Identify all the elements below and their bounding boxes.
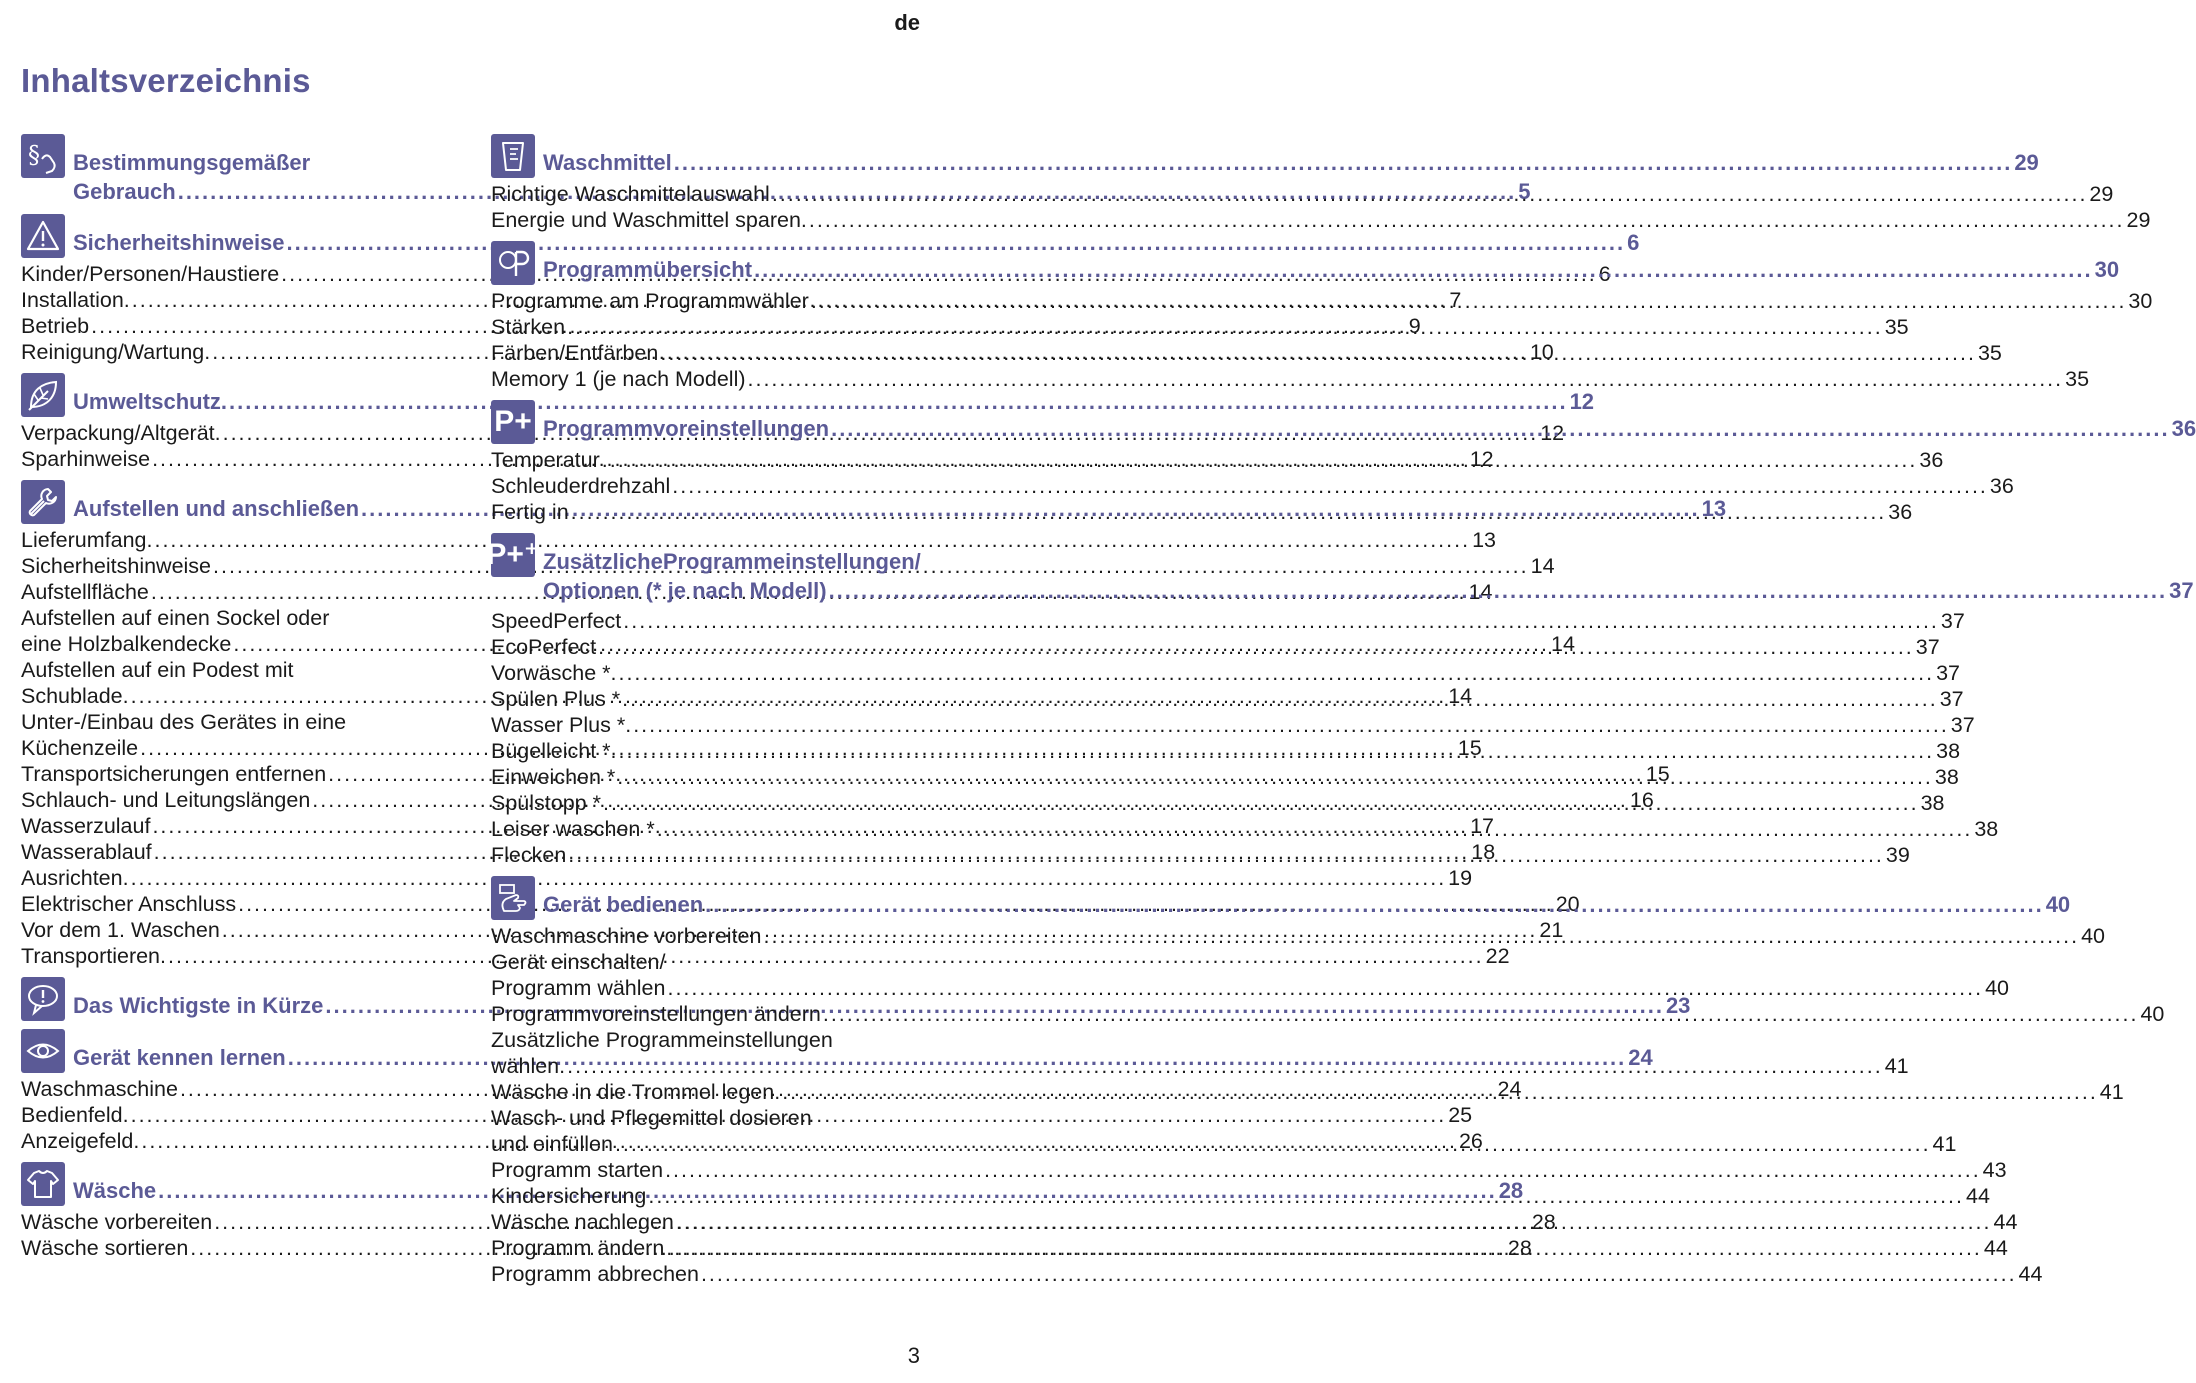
toc-entry-title: Betrieb	[21, 314, 90, 338]
toc-entry[interactable]	[491, 660, 1961, 686]
toc-entry-title: Schleuderdrehzahl	[491, 474, 671, 498]
toc-entry-title: und einfüllen	[491, 1132, 613, 1156]
toc-entry-page-number: 35	[2065, 367, 2090, 391]
section-heading-line	[543, 576, 2194, 605]
toc-entry-title: Leiser waschen *	[491, 817, 655, 841]
toc-entry-page-number: 14	[1530, 554, 1555, 578]
toc-entry-page-number: 6	[1598, 262, 1611, 286]
toc-entry[interactable]	[491, 473, 2014, 499]
toc-entry-title-part: Zusätzliche Programmeinstellungen	[491, 1028, 833, 1052]
toc-entry-leader-dots	[617, 764, 1933, 790]
toc-entry-page-number: 37	[1940, 609, 1965, 633]
program-dial-icon	[491, 241, 535, 285]
section-heading-line	[543, 148, 2039, 177]
section-heading-leader-dots	[705, 890, 2044, 919]
section-heading-title: Sicherheitshinweise	[73, 230, 285, 255]
p-plus-icon	[491, 400, 535, 444]
section-heading-page-number: 23	[1665, 993, 1691, 1018]
section-heading-title-part: Zusätzliche	[543, 549, 663, 574]
toc-entry-page-number: 40	[2081, 924, 2105, 948]
speech-bubble-exclamation-icon	[21, 977, 65, 1021]
toc-entry-leader-dots	[665, 1157, 1981, 1183]
section-heading-title: Gerät kennen lernen	[73, 1045, 286, 1070]
toc-entry[interactable]	[21, 527, 1496, 553]
toc-entry-line	[491, 288, 2153, 314]
toc-entry-title: Programm abbrechen	[491, 1262, 699, 1286]
toc-entry-page-number: 15	[1645, 762, 1670, 786]
toc-entry-leader-dots	[823, 1001, 2139, 1027]
toc-entry-title: Programm wählen	[491, 976, 666, 1000]
toc-entry-title: Bedienfeld.	[21, 1103, 129, 1127]
warning-triangle-icon	[21, 214, 65, 258]
toc-entry-page-number: 44	[1965, 1184, 1990, 1208]
toc-entry-title: Schlauch- und Leitungslängen	[21, 788, 311, 812]
toc-entry-title: Wäsche sortieren	[21, 1236, 189, 1260]
toc-entry-title: Färben/Entfärben	[491, 341, 659, 365]
toc-entry-page-number: 28	[1507, 1236, 1532, 1260]
toc-entry-title: Kinder/Personen/Haustiere	[21, 262, 280, 286]
toc-entry-title-part: Gerät einschalten/	[491, 950, 666, 974]
toc-entry-title: Schublade.	[21, 684, 129, 708]
toc-entry-leader-dots	[618, 660, 1934, 686]
section-heading-text	[543, 876, 2070, 919]
toc-entry-page-number: 37	[1939, 687, 1964, 711]
toc-entry-title: Vorwäsche *.	[491, 661, 617, 685]
section-entries	[491, 181, 2151, 233]
toc-entry-leader-dots	[676, 1209, 1992, 1235]
section-heading-page-number: 29	[2014, 150, 2039, 175]
toc-entry-title: Energie und Waschmittel sparen.	[491, 208, 807, 232]
toc-entry-leader-dots	[603, 790, 1919, 816]
toc-entry-line	[491, 608, 1965, 634]
toc-entry-title: Wasserzulauf	[21, 814, 151, 838]
toc-entry-leader-dots	[622, 686, 1938, 712]
section-heading-title: Programmübersicht	[543, 257, 753, 282]
toc-entry-page-number: 19	[1448, 866, 1473, 890]
toc-entry[interactable]	[491, 366, 2090, 392]
toc-entry-title: Spülstopp *	[491, 791, 601, 815]
toc-entry-page-number: 22	[1485, 944, 1510, 968]
toc-entry-page-number: 35	[1884, 315, 1909, 339]
toc-entry-title: Wäsche vorbereiten	[21, 1210, 213, 1234]
toc-entry-leader-dots	[568, 842, 1884, 868]
toc-entry-page-number: 37	[1950, 713, 1975, 737]
toc-entry-title: Lieferumfang.	[21, 528, 153, 552]
toc-entry-title: Temperatur	[491, 448, 600, 472]
section-heading-title: Wäsche	[73, 1178, 157, 1203]
toc-entry-title-part: Unter-/Einbau des Gerätes in eine	[21, 710, 347, 734]
toc-entry-title-part: Wasch- und Pflegemittel dosieren	[491, 1106, 812, 1130]
toc-entry-page-number: 38	[1936, 739, 1961, 763]
toc-entry[interactable]	[491, 712, 1975, 738]
section-heading-leader-dots	[831, 414, 2170, 443]
toc-entry-page-number: 41	[1884, 1054, 1909, 1078]
icon-glyph: P+⁺	[486, 538, 540, 571]
section-heading-title: Gerät bedienen	[543, 892, 704, 917]
toc-entry-title: Reinigung/Wartung.	[21, 340, 211, 364]
toc-entry-title: Programm starten	[491, 1158, 664, 1182]
toc-entry-line	[491, 1261, 2043, 1287]
toc-entry-page-number: 41	[1932, 1132, 1957, 1156]
toc-entry-page-number: 24	[1497, 1077, 1522, 1101]
toc-entry-leader-dots	[748, 366, 2064, 392]
toc-entry-title: wählen.	[491, 1054, 566, 1078]
toc-entry-page-number: 14	[1468, 580, 1493, 604]
toc-entry-page-number: 15	[1457, 736, 1482, 760]
hand-operating-icon	[491, 876, 535, 920]
toc-entry-line	[491, 975, 2009, 1001]
toc-entry-page-number: 29	[2089, 182, 2114, 206]
toc-entry-page-number: 20	[1555, 892, 1580, 916]
toc-entry-leader-dots	[666, 1235, 1982, 1261]
toc-entry-leader-dots	[667, 975, 1983, 1001]
toc-entry-page-number: 44	[1983, 1236, 2008, 1260]
toc-entry-leader-dots	[811, 288, 2127, 314]
toc-entry-leader-dots	[602, 447, 1918, 473]
toc-entry-title: Einweichen *	[491, 765, 616, 789]
section-heading-page-number: 13	[1701, 496, 1727, 521]
toc-entry-title: SpeedPerfect	[491, 609, 622, 633]
toc-entry-title: Sparhinweise	[21, 447, 151, 471]
toc-entry-page-number: 38	[1934, 765, 1959, 789]
toc-entry-page-number: 38	[1974, 817, 1999, 841]
toc-entry-title-part: Aufstellen auf einen Sockel oder	[21, 606, 330, 630]
toc-entry[interactable]	[491, 1261, 2043, 1287]
toc-entry-line	[491, 366, 2090, 392]
toc-entry[interactable]	[491, 207, 2151, 233]
toc-entry-title: Richtige Waschmittelauswahl	[491, 182, 770, 206]
toc-entry-leader-dots	[619, 738, 1935, 764]
toc-entry-title: Installation.	[21, 288, 130, 312]
toc-entry-title: Vor dem 1. Waschen	[21, 918, 220, 942]
section-heading-page-number: 37	[2169, 578, 2194, 603]
toc-entry-page-number: 13	[1472, 528, 1496, 552]
section-heading-title: Das Wichtigste in Kürze	[73, 993, 324, 1018]
toc-entry-title: Memory 1 (je nach Modell)	[491, 367, 746, 391]
toc-entry-page-number: 12	[1469, 447, 1494, 471]
section-heading-title: Aufstellen und anschließen	[73, 496, 360, 521]
toc-entry-page-number: 7	[1449, 288, 1462, 312]
toc-entry-page-number: 44	[1993, 1210, 2018, 1234]
section-heading-title: Waschmittel	[543, 150, 672, 175]
toc-entry-page-number: 40	[1985, 976, 2009, 1000]
toc-entry-leader-dots	[648, 1183, 1964, 1209]
section-heading-page-number: 6	[1627, 230, 1640, 255]
toc-entry-leader-dots	[660, 340, 1976, 366]
toc-entry-page-number: 12	[1540, 421, 1565, 445]
toc-entry-page-number: 10	[1529, 340, 1554, 364]
toc-entry-title: Wäsche in die Trommel legen.	[491, 1080, 781, 1104]
toc-entry-page-number: 16	[1629, 788, 1654, 812]
toc-entry-title: Anzeigefeld.	[21, 1129, 140, 1153]
toc-entry-title: Waschmaschine vorbereiten	[491, 924, 762, 948]
toc-entry-page-number: 28	[1531, 1210, 1556, 1234]
toc-entry-title: Wäsche nachlegen	[491, 1210, 674, 1234]
eye-icon	[21, 1029, 65, 1073]
toc-entry-page-number: 26	[1458, 1129, 1483, 1153]
toc-entry-leader-dots	[615, 1131, 1931, 1157]
section-heading-page-number: 12	[1569, 389, 1595, 414]
toc-entry-title: Programm ändern	[491, 1236, 665, 1260]
wrench-icon	[21, 480, 65, 524]
section-heading-page-number: 30	[2094, 257, 2120, 282]
toc-entry-title: Programme am Programmwähler	[491, 289, 809, 313]
toc-section	[491, 134, 2151, 233]
toc-entry-page-number: 43	[1982, 1158, 2007, 1182]
toc-entry-leader-dots	[571, 499, 1887, 525]
toc-entry-line	[21, 865, 1473, 891]
toc-entry-leader-dots	[567, 1053, 1883, 1079]
toc-entry-title: Spülen Plus *	[491, 687, 621, 711]
toc-entry-page-number: 35	[1977, 341, 2002, 365]
toc-entry-line	[491, 1157, 2007, 1183]
toc-entry-title: EcoPerfect	[491, 635, 597, 659]
toc-entry-page-number: 37	[1915, 635, 1940, 659]
toc-entry-title: Bügelleicht *.	[491, 739, 617, 763]
toc-entry-leader-dots	[763, 923, 2079, 949]
toc-entry-line	[491, 207, 2151, 233]
toc-entry-leader-dots	[623, 608, 1939, 634]
toc-entry-leader-dots	[701, 1261, 2017, 1287]
toc-entry[interactable]	[491, 314, 1909, 340]
toc-entry-page-number: 41	[2099, 1080, 2124, 1104]
section-heading-text	[543, 400, 2196, 443]
section-heading-text	[543, 241, 2119, 284]
toc-entry-title: Küchenzeile	[21, 736, 139, 760]
section-heading-line	[543, 890, 2070, 919]
section-heading-leader-dots	[674, 148, 2013, 177]
toc-entry[interactable]	[491, 608, 1965, 634]
section-heading-leader-dots	[754, 255, 2093, 284]
section-heading-line	[543, 414, 2196, 443]
detergent-cup-icon	[491, 134, 535, 178]
page-title: Inhaltsverzeichnis	[21, 62, 311, 99]
toc-entry-title: Verpackung/Altgerät.	[21, 421, 221, 445]
toc-entry-line	[491, 712, 1975, 738]
toc-entry-title: Waschmaschine	[21, 1077, 178, 1101]
toc-entry[interactable]	[491, 181, 2114, 207]
toc-entry[interactable]	[491, 1157, 2007, 1183]
section-heading-title: Umweltschutz.	[73, 389, 228, 414]
toc-entry-title: Wasser Plus *.	[491, 713, 632, 737]
toc-entry-leader-dots	[809, 207, 2125, 233]
toc-entry-title: Flecken	[491, 843, 567, 867]
leaf-icon	[21, 373, 65, 417]
laundry-shirt-icon	[21, 1162, 65, 1206]
toc-entry-page-number: 39	[1885, 843, 1910, 867]
toc-entry-title: Kindersicherung	[491, 1184, 647, 1208]
toc-entry-page-number: 40	[2140, 1002, 2165, 1026]
section-heading-page-number: 28	[1498, 1178, 1524, 1203]
toc-entry-title: Sicherheitshinweise	[21, 554, 212, 578]
toc-entry-page-number: 17	[1470, 814, 1494, 838]
paragraph-hand-icon	[21, 134, 65, 178]
toc-entry-title-part: Aufstellen auf ein Podest mit	[21, 658, 294, 682]
toc-entry-title: eine Holzbalkendecke	[21, 632, 232, 656]
toc-entry-line	[21, 527, 1496, 553]
toc-entry[interactable]	[21, 865, 1473, 891]
toc-entry-leader-dots	[772, 181, 2088, 207]
toc-entry-leader-dots	[633, 712, 1949, 738]
toc-entry-title: Wasserablauf	[21, 840, 152, 864]
toc-entry-page-number: 37	[1936, 661, 1961, 685]
section-heading-title: Programmvoreinstellungen	[543, 416, 830, 441]
icon-glyph: P+	[494, 405, 532, 438]
toc-entry-page-number: 36	[1919, 448, 1944, 472]
toc-entry-title: Elektrischer Anschluss	[21, 892, 237, 916]
toc-entry-title: Aufstellfläche	[21, 580, 149, 604]
toc-entry-page-number: 36	[1888, 500, 1913, 524]
p-plus-plus-icon	[486, 533, 540, 577]
toc-entry-title: Fertig in	[491, 500, 569, 524]
toc-entry-line	[491, 314, 1909, 340]
svg-text:§: §	[28, 141, 40, 169]
section-heading-title: Gebrauch	[73, 179, 176, 204]
toc-entry-title: Programmvoreinstellungen ändern	[491, 1002, 821, 1026]
toc-entry-leader-dots	[657, 816, 1973, 842]
toc-entry-page-number: 38	[1920, 791, 1945, 815]
section-heading[interactable]	[491, 134, 2039, 178]
toc-entry-line	[491, 660, 1961, 686]
toc-entry-page-number: 44	[2018, 1262, 2043, 1286]
toc-entry-page-number: 25	[1448, 1103, 1473, 1127]
toc-entry-page-number: 14	[1448, 684, 1473, 708]
section-heading-text	[543, 134, 2039, 177]
section-heading-title: Optionen (* je nach Modell)	[543, 578, 827, 603]
section-heading-page-number: 40	[2045, 892, 2071, 917]
toc-entry-leader-dots	[598, 634, 1914, 660]
toc-entry-page-number: 21	[1539, 918, 1564, 942]
toc-entry-page-number: 18	[1471, 840, 1496, 864]
toc-entry-leader-dots	[782, 1079, 2098, 1105]
section-heading-page-number: 24	[1628, 1045, 1653, 1070]
toc-entry-leader-dots	[672, 473, 1988, 499]
toc-entry-title: Stärken	[491, 315, 566, 339]
section-heading-text	[543, 533, 2194, 605]
section-heading-page-number: 5	[1518, 179, 1531, 204]
section-heading-leader-dots	[829, 576, 2168, 605]
toc-entry-page-number: 36	[1989, 474, 2014, 498]
toc-entry-line	[491, 181, 2114, 207]
section-heading-title-part: Programmeinstellungen/	[662, 549, 921, 574]
toc-entry-title: Transportsicherungen entfernen	[21, 762, 327, 786]
toc-entry[interactable]	[491, 288, 2153, 314]
section-heading-title-part: Bestimmungsgemäßer	[73, 150, 311, 175]
toc-entry-leader-dots	[567, 314, 1883, 340]
page-number: 3	[907, 1343, 920, 1368]
toc-entry-page-number: 29	[2126, 208, 2151, 232]
toc-entry-page-number: 9	[1408, 314, 1421, 338]
toc-entry-title: Ausrichten.	[21, 866, 129, 890]
section-heading-page-number: 36	[2171, 416, 2196, 441]
section-heading[interactable]	[491, 241, 2120, 285]
section-heading-line	[543, 255, 2119, 284]
language-code: de	[894, 10, 920, 35]
toc-entry-page-number: 14	[1550, 632, 1575, 656]
toc-entry-title: Transportieren.	[21, 944, 166, 968]
toc-entry-page-number: 30	[2128, 289, 2153, 313]
toc-entry-line	[491, 473, 2014, 499]
